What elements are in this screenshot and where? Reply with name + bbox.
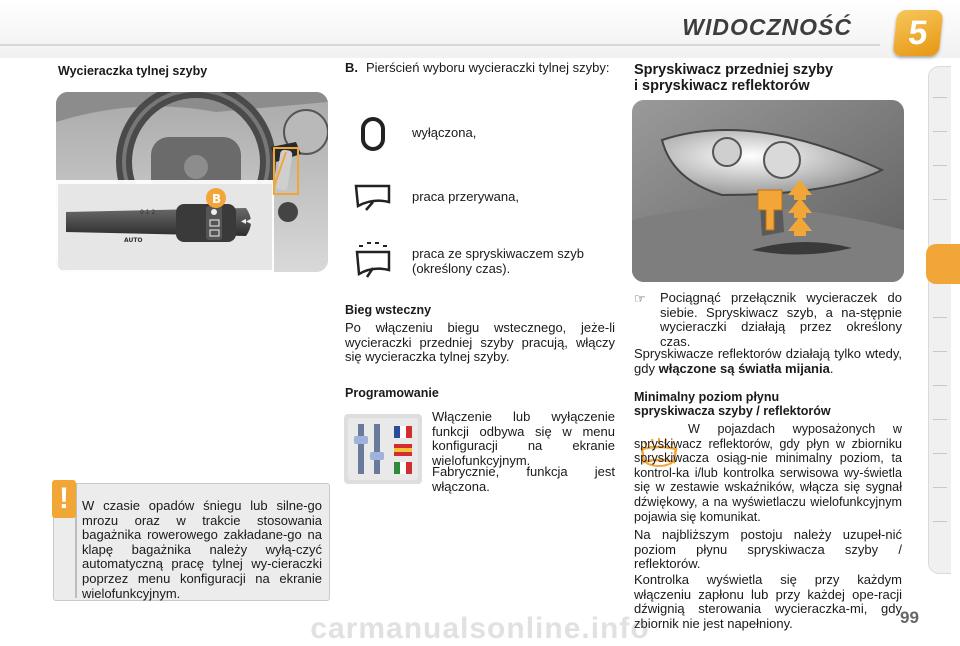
warning-text: W czasie opadów śniegu lub silne-go mrozu oraz w trakcie stosowania bagażnika rowerowego zakładane-go na klapę bagażnika należy wyłą-czyć automatyczną pracę tylnej wy-cieraczki poprzez menu konfiguracji na ekranie wielofunkcyjnym. <box>82 498 322 601</box>
tab-divider <box>933 385 947 386</box>
chapter-tab-active[interactable] <box>926 244 960 284</box>
steering-column-illustration <box>56 92 328 272</box>
tab-divider <box>933 521 947 522</box>
header-divider <box>0 44 880 46</box>
wiper-off-icon <box>358 116 388 152</box>
programming-title: Programowanie <box>345 386 439 400</box>
ring-description: Pierścień wyboru wycieraczki tylnej szyby: <box>366 60 610 75</box>
programming-text-1: Włączenie lub wyłączenie funkcji odbywa się w menu konfiguracji na ekranie wielofunkcyjnym. <box>432 409 615 468</box>
tab-divider <box>933 199 947 200</box>
chapter-tab-strip <box>928 66 951 574</box>
headlamp-figure <box>632 100 904 282</box>
headlamp-washer-note <box>634 347 902 376</box>
reverse-title: Bieg wsteczny <box>345 303 432 317</box>
rear-wiper-title: Wycieraczka tylnej szyby <box>58 64 208 78</box>
tab-divider <box>933 317 947 318</box>
tab-divider <box>933 351 947 352</box>
page-number: 99 <box>900 608 919 627</box>
settings-sliders-icon <box>344 414 422 484</box>
headlamp-note-post: . <box>829 360 834 376</box>
reverse-text: Po włączeniu biegu wstecznego, jeże-li wycieraczki przedniej szyby pracują, włączy się wycieraczka tylnej szyby. <box>345 320 615 365</box>
bullet-icon: ☞ <box>634 291 646 306</box>
mode-off-label: wyłączona, <box>412 125 477 140</box>
headlamp-note-bold: włączone są światła mijania <box>658 360 830 376</box>
mode-washer-label: praca ze spryskiwaczem szyb (określony czas). <box>412 246 584 276</box>
wiper-washer-icon <box>353 240 393 280</box>
tab-divider <box>933 97 947 98</box>
auto-label: AUTO <box>124 237 143 244</box>
tab-divider <box>933 131 947 132</box>
min-level-text: W pojazdach wyposażonych w spryskiwacz reflektorów, gdy płyn w zbiorniku spryskiwacza osiąg-nie minimalny poziom, ta kontrol-ka i/lub kontrolka serwisowa wy-świetla się w zestawie wskaźników, włącza się sygnał dźwiękowy, a na wyświetlaczu wielofunkcyjnym pojawia się komunikat. <box>634 422 902 524</box>
washer-title-line2: i spryskiwacz reflektorów <box>634 78 810 94</box>
tab-divider <box>933 419 947 420</box>
headlamp-note-pre: Spryskiwacze reflektorów działają tylko wtedy, gdy <box>634 346 902 376</box>
min-level-title-line1: Minimalny poziom płynu <box>634 390 780 404</box>
callout-badge-label: B <box>212 192 222 206</box>
page-title: WIDOCZNOŚĆ <box>682 14 852 40</box>
watermark: carmanualsonline.info <box>310 612 650 645</box>
multifunction-screen-icon <box>344 414 422 484</box>
svg-text:0 1 2: 0 1 2 <box>140 209 156 216</box>
svg-text:◂◂: ◂◂ <box>241 216 252 227</box>
wiper-intermittent-icon <box>353 182 393 214</box>
mode-intermittent-label: praca przerywana, <box>412 189 519 204</box>
chapter-badge[interactable]: 5 <box>893 10 944 56</box>
headlamp-illustration <box>632 100 904 282</box>
tab-divider <box>933 165 947 166</box>
tab-divider <box>933 487 947 488</box>
rear-wiper-figure <box>56 92 328 272</box>
tab-divider <box>933 453 947 454</box>
washer-bullet-text: Pociągnąć przełącznik wycieraczek do siebie. Spryskiwacz szyb, a na-stępnie wycieraczki działają przez określony czas. <box>660 290 902 349</box>
min-level-title-line2: spryskiwacza szyby / reflektorów <box>634 404 831 418</box>
indicator-text: Kontrolka wyświetla się przy każdym włączeniu zapłonu lub przy każdej ope-racji dźwignią sterowania wycieraczka-mi, gdy zbiornik nie jest napełniony. <box>634 572 902 631</box>
washer-title-line1: Spryskiwacz przedniej szyby <box>634 62 834 78</box>
programming-text-2: Fabrycznie, funkcja jest włączona. <box>432 464 615 494</box>
refill-text: Na najbliższym postoju należy uzupeł-nić poziom płynu spryskiwacza szyby / reflektorów. <box>634 527 902 572</box>
warning-icon: ! <box>52 480 76 518</box>
ring-label: B. <box>345 60 358 75</box>
